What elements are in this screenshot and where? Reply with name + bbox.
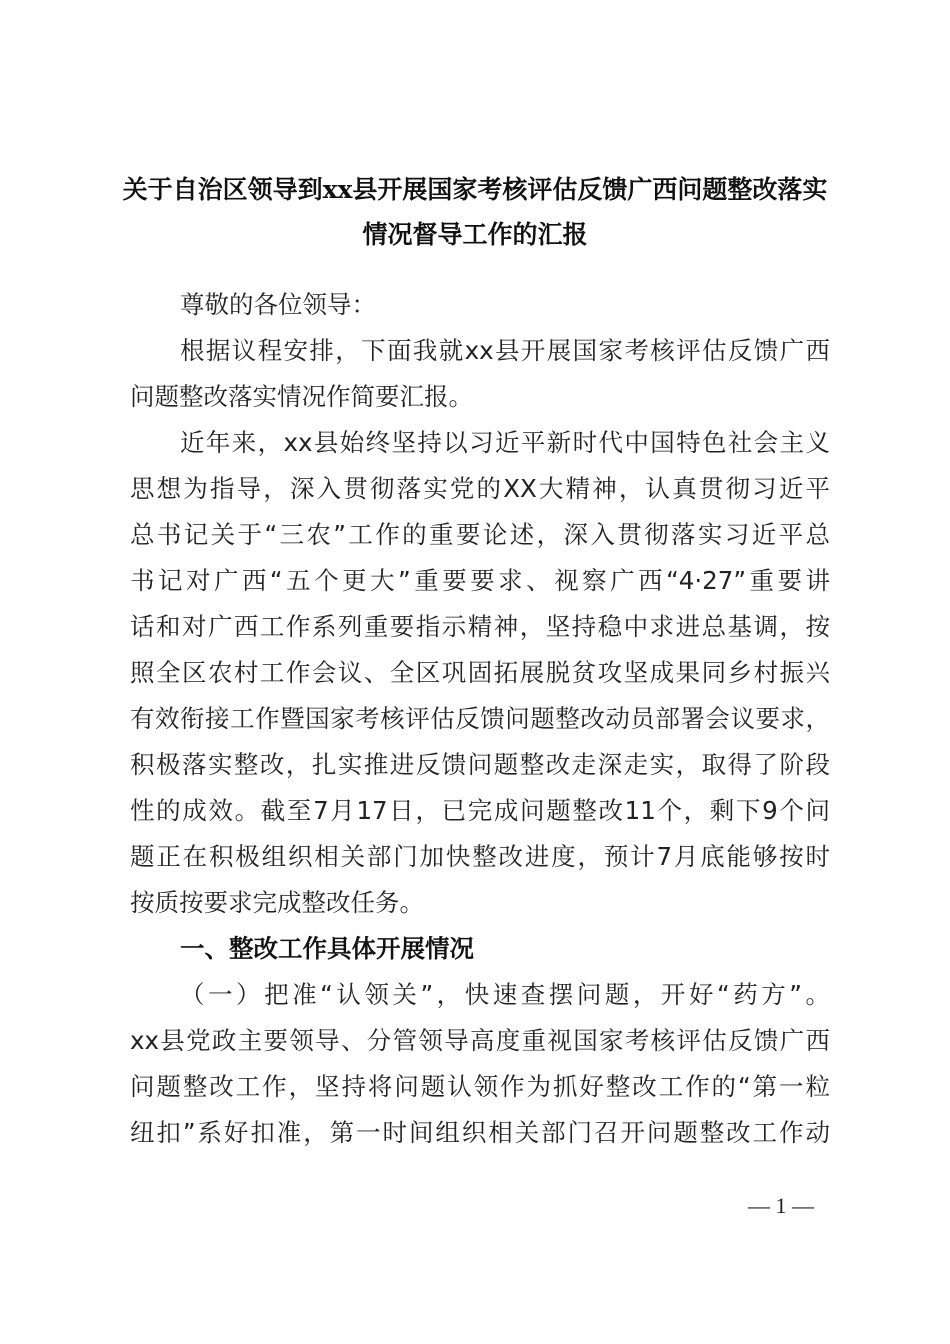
subsection-1-line: 问题整改工作，坚持将问题认领作为抓好整改工作的“第一粒 bbox=[130, 1072, 830, 1101]
subsection-1-line: 纽扣”系好扣准，第一时间组织相关部门召开问题整改工作动 bbox=[130, 1118, 830, 1147]
page-number: — 1 — bbox=[748, 1193, 814, 1218]
paragraph-2-line: 书记对广西“五个更大”重要要求、视察广西“4·27”重要讲 bbox=[130, 566, 830, 595]
paragraph-1-line: 问题整改落实情况作简要汇报。 bbox=[130, 382, 473, 411]
subsection-1-line: xx县党政主要领导、分管领导高度重视国家考核评估反馈广西 bbox=[130, 1026, 830, 1055]
paragraph-2-line: 题正在积极组织相关部门加快整改进度，预计7月底能够按时 bbox=[130, 842, 830, 871]
document-title-line-1: 关于自治区领导到xx县开展国家考核评估反馈广西问题整改落实 bbox=[122, 175, 828, 204]
paragraph-2-line: 总书记关于“三农”工作的重要论述，深入贯彻落实习近平总 bbox=[130, 520, 830, 549]
paragraph-2-line: 积极落实整改，扎实推进反馈问题整改走深走实，取得了阶段 bbox=[130, 750, 830, 779]
paragraph-2-line: 有效衔接工作暨国家考核评估反馈问题整改动员部署会议要求， bbox=[130, 704, 830, 733]
paragraph-2-line: 照全区农村工作会议、全区巩固拓展脱贫攻坚成果同乡村振兴 bbox=[130, 658, 830, 687]
subsection-1-line: （一）把准“认领关”，快速查摆问题，开好“药方”。 bbox=[180, 980, 830, 1009]
document-title-line-2: 情况督导工作的汇报 bbox=[362, 220, 588, 249]
paragraph-1-line: 根据议程安排，下面我就xx县开展国家考核评估反馈广西 bbox=[180, 336, 830, 365]
paragraph-2-line: 按质按要求完成整改任务。 bbox=[130, 888, 424, 917]
paragraph-2-line: 性的成效。截至7月17日，已完成问题整改11个，剩下9个问 bbox=[130, 796, 830, 825]
paragraph-2-line: 话和对广西工作系列重要指示精神，坚持稳中求进总基调，按 bbox=[130, 612, 830, 641]
paragraph-2-line: 近年来，xx县始终坚持以习近平新时代中国特色社会主义 bbox=[180, 428, 830, 457]
salutation: 尊敬的各位领导： bbox=[180, 290, 376, 319]
section-heading: 一、整改工作具体开展情况 bbox=[180, 934, 474, 963]
paragraph-2-line: 思想为指导，深入贯彻落实党的XX大精神，认真贯彻习近平 bbox=[130, 474, 830, 503]
